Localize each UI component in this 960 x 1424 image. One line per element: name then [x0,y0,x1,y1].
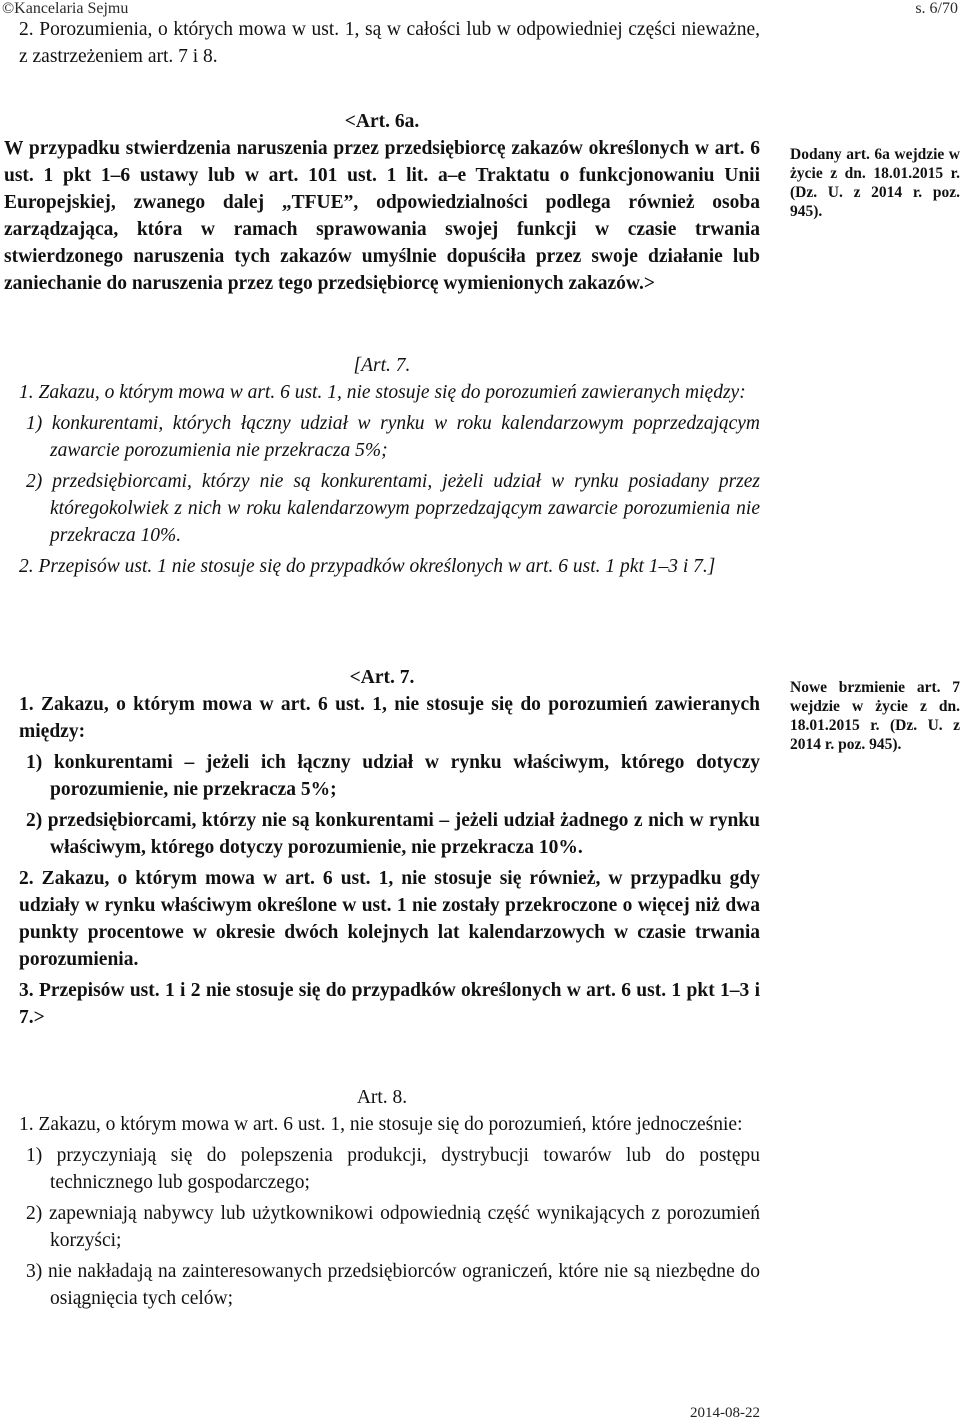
art-6a-body: W przypadku stwierdzenia naruszenia przez przedsiębiorcę zakazów określonych w art. 6 ust. 1 pkt 1–6 ustawy lub w art. 101 ust. 1 lit. a–e Traktatu o funkcjonowaniu Unii Europejskiej, zwanego dalej „TFUE”, odpowiedzialności podlega również osoba zarządzająca, która w ramach sprawowania swojej funkcji w czasie trwania stwierdzonego naruszenia tych zakazów umyślnie dopuściła przez swoje działanie lub zaniechanie do naruszenia przez tego przedsiębiorcę wymienionych zakazów.> [4,138,760,294]
header-right [915,0,958,18]
art-7-new-p1: 1. Zakazu, o którym mowa w art. 6 ust. 1, nie stosuje się do porozumień zawieranych między: [19,694,760,742]
art-7-old-p2: 2. Przepisów ust. 1 nie stosuje się do przypadków określonych w art. 6 ust. 1 pkt 1–3 i 7.] [19,556,716,577]
paragraph-2: 2. Porozumienia, o których mowa w ust. 1, są w całości lub w odpowiedniej części nieważne, z zastrzeżeniem art. 7 i 8. [19,19,760,67]
art-7-new-section [4,664,760,1031]
top-block [4,16,760,70]
art-8-p1: 1. Zakazu, o którym mowa w art. 6 ust. 1, nie stosuje się do porozumień, które jednocześnie: [19,1114,743,1135]
art-8-item-1: 1) przyczyniają się do polepszenia produkcji, dystrybucji towarów lub do postępu technicznego lub gospodarczego; [26,1145,760,1193]
art-7-new-item-1: 1) konkurentami – jeżeli ich łączny udział w rynku właściwym, którego dotyczy porozumienie, nie przekracza 5%; [26,752,760,800]
art-7-new-p3: 3. Przepisów ust. 1 i 2 nie stosuje się do przypadków określonych w art. 6 ust. 1 pkt 1–3 i 7.> [19,980,760,1028]
art-7-old-item-1: 1) konkurentami, których łączny udział w rynku w roku kalendarzowym poprzedzającym zawarcie porozumienia nie przekracza 5%; [26,413,760,461]
art-6a-title: <Art. 6a. [344,111,420,132]
art-7-old-item-2: 2) przedsiębiorcami, którzy nie są konkurentami, jeżeli udział w rynku posiadany przez któregokolwiek z nich w roku kalendarzowym poprzedzającym zawarcie porozumienia nie przekracza 10%. [26,471,760,546]
art-6a-section [4,108,760,297]
art-8-item-3: 3) nie nakładają na zainteresowanych przedsiębiorców ograniczeń, które nie są niezbędne do osiągnięcia tych celów; [26,1261,760,1309]
art-7-new-p2: 2. Zakazu, o którym mowa w art. 6 ust. 1, nie stosuje się również, w przypadku gdy udziały w rynku właściwym określone w ust. 1 nie zostały przekroczone o więcej niż dwa punkty procentowe w okresie dwóch kolejnych lat kalendarzowych w czasie trwania porozumienia. [19,868,760,970]
art-7-old-title: [Art. 7. [353,355,411,376]
page-number-link[interactable]: s. 6/70 [915,0,958,17]
art-6a-margin-note: Dodany art. 6a wejdzie w życie z dn. 18.01.2015 r. (Dz. U. z 2014 r. poz. 945). [790,146,960,220]
art-7-margin-note: Nowe brzmienie art. 7 wejdzie w życie z dn. 18.01.2015 r. (Dz. U. z 2014 r. poz. 945). [790,679,960,753]
art-7-new-title: <Art. 7. [349,667,415,688]
art-7-old-p1: 1. Zakazu, o którym mowa w art. 6 ust. 1, nie stosuje się do porozumień zawieranych między: [19,382,746,403]
publisher-link[interactable]: ©Kancelaria Sejmu [2,0,129,17]
art-8-section [4,1084,760,1312]
footer-date: 2014-08-22 [690,1405,760,1421]
art-7-old-section [4,352,760,580]
art-8-item-2: 2) zapewniają nabywcy lub użytkownikowi odpowiednią część wynikających z porozumień korzyści; [26,1203,760,1251]
art-8-title: Art. 8. [356,1087,408,1108]
art-7-new-item-2: 2) przedsiębiorcami, którzy nie są konkurentami – jeżeli udział żadnego z nich w rynku właściwym, którego dotyczy porozumienie, nie przekracza 10%. [26,810,760,858]
